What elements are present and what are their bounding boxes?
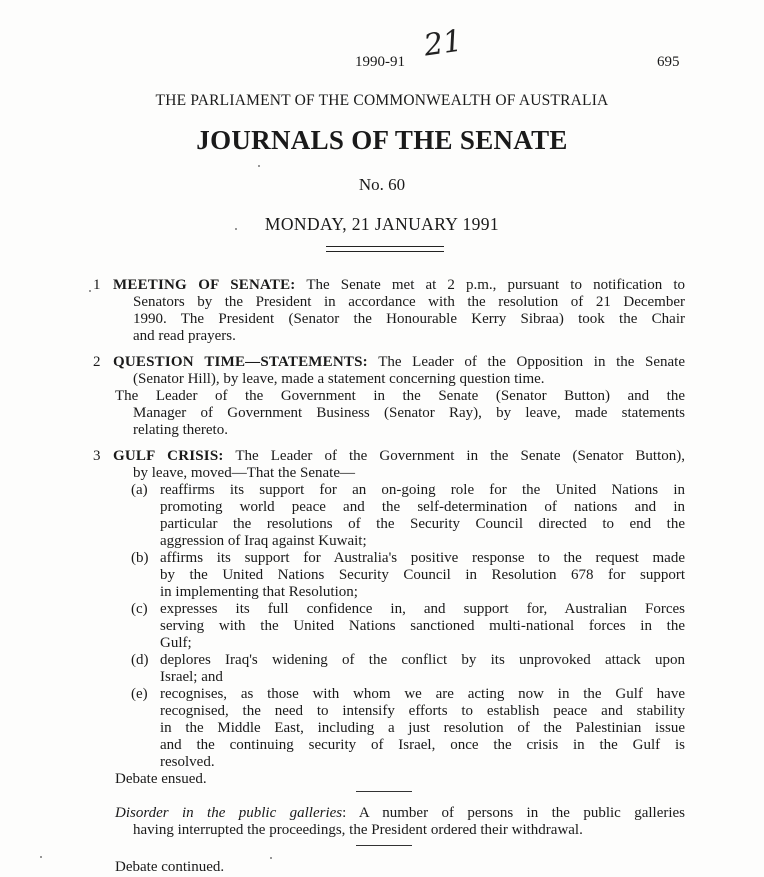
disorder-line-1: Disorder in the public galleries: A number of persons in the public galleries — [115, 805, 686, 821]
item-2-line-1: QUESTION TIME—STATEMENTS: The Leader of the Opposition in the Senate — [113, 354, 686, 370]
journal-number: No. 60 — [358, 175, 406, 194]
sub-a-line-1: reaffirms its support for an on-going role for the United Nations in — [160, 482, 685, 498]
item-3-number: 3 — [93, 448, 101, 464]
item-2-line-4: Manager of Government Business (Senator Ray), by leave, made statements — [133, 405, 685, 421]
scan-speck — [235, 228, 237, 230]
section-divider-1 — [356, 791, 412, 792]
section-divider-2 — [356, 845, 412, 846]
sub-a-line-4: aggression of Iraq against Kuwait; — [160, 533, 367, 549]
sub-a-label: (a) — [131, 482, 148, 498]
parliament-heading: THE PARLIAMENT OF THE COMMONWEALTH OF AUSTRALIA — [155, 92, 609, 109]
sub-e-line-3: in the Middle East, including a just resolution of the Palestinian issue — [160, 720, 685, 736]
sub-b-line-1: affirms its support for Australia's positive response to the request made — [160, 550, 685, 566]
scan-speck — [258, 165, 260, 167]
year-range: 1990-91 — [355, 54, 405, 70]
sub-a-line-2: promoting world peace and the self-determination of nations and in — [160, 499, 685, 515]
sub-d-line-1: deplores Iraq's widening of the conflict by its unprovoked attack upon — [160, 652, 685, 668]
scan-speck — [270, 857, 272, 859]
item-1-line-4: and read prayers. — [133, 328, 236, 344]
item-1-line-2: Senators by the President in accordance with the resolution of 21 December — [133, 294, 685, 310]
debate-continued: Debate continued. — [115, 859, 225, 875]
title-double-rule — [326, 246, 444, 252]
sub-c-label: (c) — [131, 601, 148, 617]
sub-b-label: (b) — [131, 550, 149, 566]
sub-c-line-3: Gulf; — [160, 635, 192, 651]
page-number: 695 — [657, 54, 680, 70]
sub-c-line-1: expresses its full confidence in, and support for, Australian Forces — [160, 601, 685, 617]
item-3-line-2: by leave, moved—That the Senate— — [133, 465, 356, 481]
sitting-date: MONDAY, 21 JANUARY 1991 — [264, 214, 500, 234]
item-1-heading: MEETING OF SENATE: — [113, 277, 296, 293]
debate-ensued: Debate ensued. — [115, 771, 207, 787]
item-2-number: 2 — [93, 354, 101, 370]
scan-speck — [89, 290, 91, 292]
item-1-line-3: 1990. The President (Senator the Honourable Kerry Sibraa) took the Chair — [133, 311, 685, 327]
item-3-heading: GULF CRISIS: — [113, 448, 224, 464]
sub-d-line-2: Israel; and — [160, 669, 223, 685]
item-2-line-3: The Leader of the Government in the Senate (Senator Button) and the — [115, 388, 685, 404]
scan-speck — [40, 856, 42, 858]
sub-e-line-5: resolved. — [160, 754, 215, 770]
item-3-line-1: GULF CRISIS: The Leader of the Government in the Senate (Senator Button), — [113, 448, 686, 464]
handwritten-note: 21 — [421, 23, 465, 64]
disorder-heading: Disorder in the public galleries — [115, 805, 343, 821]
sub-e-line-2: recognised, the need to intensify efforts to establish peace and stability — [160, 703, 685, 719]
sub-e-line-1: recognises, as those with whom we are acting now in the Gulf have — [160, 686, 685, 702]
sub-b-line-2: by the United Nations Security Council in Resolution 678 for support — [160, 567, 685, 583]
sub-a-line-3: particular the resolutions of the Security Council directed to end the — [160, 516, 685, 532]
sub-e-line-4: and the continuing security of Israel, once the crisis in the Gulf is — [160, 737, 685, 753]
sub-d-label: (d) — [131, 652, 149, 668]
item-1-line-1: MEETING OF SENATE: The Senate met at 2 p.m., pursuant to notification to — [113, 277, 685, 293]
item-2-line-5: relating thereto. — [133, 422, 228, 438]
disorder-line-2: having interrupted the proceedings, the President ordered their withdrawal. — [133, 822, 583, 838]
sub-b-line-3: in implementing that Resolution; — [160, 584, 358, 600]
sub-e-label: (e) — [131, 686, 148, 702]
item-2-line-2: (Senator Hill), by leave, made a statement concerning question time. — [133, 371, 545, 387]
journal-title: JOURNALS OF THE SENATE — [196, 125, 568, 155]
item-2-heading: QUESTION TIME—STATEMENTS: — [113, 354, 368, 370]
item-1-number: 1 — [93, 277, 101, 293]
sub-c-line-2: serving with the United Nations sanctioned multi-national forces in the — [160, 618, 685, 634]
